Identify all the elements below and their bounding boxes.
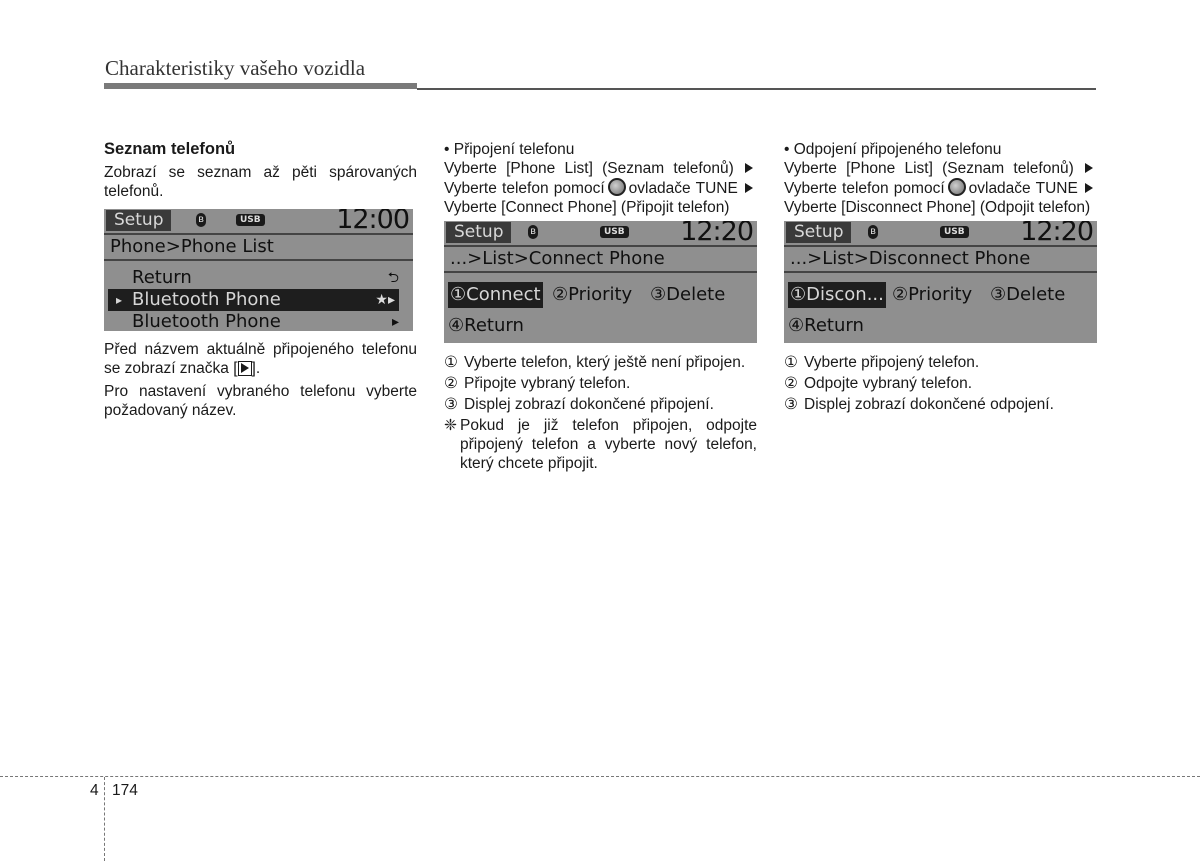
return-icon: ⮌: [387, 270, 399, 286]
step-item: [784, 395, 1097, 414]
lcd-option-disconnect[interactable]: ①Discon...: [788, 282, 886, 308]
text-part: Před názvem aktuálně připojeného telefonu se zobrazí značka [: [104, 341, 417, 377]
arrow-right-icon: [1085, 183, 1093, 193]
lcd-row-return[interactable]: [104, 267, 413, 289]
lcd-status-bar: [784, 221, 1097, 247]
selected-arrow-icon: ▸: [116, 293, 123, 307]
lcd-row-label: Return: [132, 267, 192, 288]
instruction-line: ovladače TUNE: [968, 180, 1078, 197]
bluetooth-icon: ʙ: [528, 225, 538, 239]
lcd-setup-label: Setup: [106, 210, 171, 231]
step-text: Displej zobrazí dokončené odpojení.: [804, 396, 1054, 413]
header-rule-thick: [104, 83, 417, 89]
step-text: Připojte vybraný telefon.: [464, 375, 631, 392]
tune-knob-icon: [608, 178, 626, 196]
step-item: [784, 374, 1097, 393]
step-text: Odpojte vybraný telefon.: [804, 375, 973, 392]
footer-dashed-rule: [0, 776, 1200, 777]
chapter-number: 4: [90, 782, 99, 799]
lcd-row-label: Bluetooth Phone: [132, 311, 281, 331]
step-number: ①: [444, 354, 458, 371]
note-item: [444, 416, 757, 473]
lcd-status-bar: [104, 209, 413, 235]
step-number: ①: [784, 354, 798, 371]
step-text: Vyberte telefon, který ještě není připojen.: [464, 354, 746, 371]
lcd-clock: 12:20: [680, 221, 753, 247]
section-title: Seznam telefonů: [104, 140, 236, 158]
footer-vertical-dashed-rule: [104, 777, 105, 861]
lcd-clock: 12:00: [336, 209, 409, 235]
lcd-breadcrumb: ...>List>Connect Phone: [444, 247, 757, 273]
lcd-option-priority[interactable]: ②Priority: [892, 284, 973, 305]
step-number: ②: [444, 375, 458, 392]
steps-list: [784, 353, 1097, 414]
step-text: Displej zobrazí dokončené připojení.: [464, 396, 714, 413]
lcd-row-bluetooth-phone-selected[interactable]: [108, 289, 399, 311]
bullet-heading: • Připojení telefonu: [444, 141, 575, 158]
lcd-setup-label: Setup: [786, 222, 851, 243]
step-number: ②: [784, 375, 798, 392]
instruction-line: Vyberte telefon pomocí: [444, 180, 605, 197]
usb-icon: USB: [600, 226, 629, 238]
column-phone-list: [104, 140, 417, 424]
instruction-line: Vyberte [Phone List] (Seznam telefonů): [784, 160, 1074, 177]
lcd-setup-label: Setup: [446, 222, 511, 243]
lcd-breadcrumb: Phone>Phone List: [104, 235, 413, 261]
lcd-status-bar: [444, 221, 757, 247]
lcd-screen-disconnect-phone: [784, 221, 1097, 343]
instruction-line: Vyberte [Phone List] (Seznam telefonů): [444, 160, 734, 177]
tune-knob-icon: [948, 178, 966, 196]
bluetooth-icon: ʙ: [868, 225, 878, 239]
step-item: [784, 353, 1097, 372]
lcd-option-priority[interactable]: ②Priority: [552, 284, 633, 305]
bullet-heading: • Odpojení připojeného telefonu: [784, 141, 1002, 158]
lcd-option-delete[interactable]: ③Delete: [650, 284, 726, 305]
page-header-title: Charakteristiky vašeho vozidla: [105, 56, 366, 80]
instruction-text: [784, 159, 1097, 217]
step-text: Vyberte připojený telefon.: [804, 354, 980, 371]
instruction-line: Vyberte telefon pomocí: [784, 180, 945, 197]
step-item: [444, 395, 757, 414]
instruction-text: [444, 159, 757, 217]
lcd-breadcrumb: ...>List>Disconnect Phone: [784, 247, 1097, 273]
step-item: [444, 374, 757, 393]
connected-mark-icon: [238, 361, 252, 376]
lcd-option-delete[interactable]: ③Delete: [990, 284, 1066, 305]
page-number: 174: [112, 782, 138, 799]
column-disconnect-phone: [784, 140, 1097, 416]
lcd-screen-phone-list: [104, 209, 413, 331]
instruction-line: ovladače TUNE: [628, 180, 738, 197]
connected-mark-text: [104, 340, 417, 378]
lcd-clock: 12:20: [1020, 221, 1093, 247]
lcd-option-connect[interactable]: ①Connect: [448, 282, 543, 308]
note-text: Pokud je již telefon připojen, odpojte připojený telefon a vyberte nový telefon, který chcete připojit.: [460, 417, 757, 472]
text-part: ].: [251, 360, 261, 377]
arrow-right-icon: [1085, 163, 1093, 173]
lcd-option-return[interactable]: ④Return: [788, 315, 864, 336]
arrow-right-icon: [745, 183, 753, 193]
chevron-right-icon: ▸: [391, 314, 399, 330]
step-number: ③: [444, 396, 458, 413]
lcd-option-return[interactable]: ④Return: [448, 315, 524, 336]
steps-list: [444, 353, 757, 473]
instruction-line: Vyberte [Disconnect Phone] (Odpojit telefon): [784, 199, 1091, 216]
usb-icon: USB: [236, 214, 265, 226]
select-name-text: Pro nastavení vybraného telefonu vyberte požadovaný název.: [104, 383, 417, 419]
bluetooth-icon: ʙ: [196, 213, 206, 227]
star-connected-icon: ★▸: [371, 289, 399, 311]
lcd-options: [444, 279, 757, 311]
lcd-row-label: Bluetooth Phone: [132, 289, 281, 310]
lcd-row-bluetooth-phone[interactable]: [104, 311, 413, 331]
column-connect-phone: [444, 140, 757, 473]
header-rule-thin: [417, 88, 1096, 90]
note-symbol: ❈: [444, 417, 457, 434]
lcd-screen-connect-phone: [444, 221, 757, 343]
intro-text: Zobrazí se seznam až pěti spárovaných telefonů.: [104, 164, 417, 200]
arrow-right-icon: [745, 163, 753, 173]
lcd-options: [784, 279, 1097, 311]
usb-icon: USB: [940, 226, 969, 238]
step-item: [444, 353, 757, 372]
instruction-line: Vyberte [Connect Phone] (Připojit telefon): [444, 199, 730, 216]
step-number: ③: [784, 396, 798, 413]
